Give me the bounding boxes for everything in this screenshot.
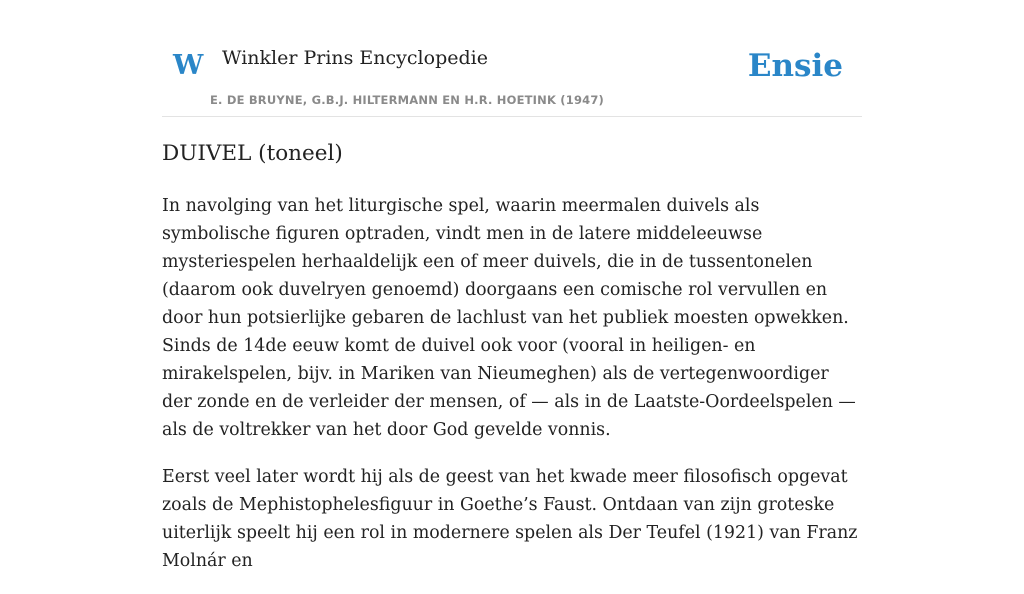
site-header <box>162 0 862 117</box>
article-title: DUIVEL (toneel) <box>162 141 343 166</box>
site-logo[interactable]: W <box>173 50 204 81</box>
site-title[interactable]: Winkler Prins Encyclopedie <box>222 47 488 69</box>
article-paragraph: Eerst veel later wordt hij als de geest van het kwade meer filosofisch opgevat zoals de Mephistophelesfiguur in Goethe’s Faust. Ontdaan van zijn groteske uiterlijk speelt hij een rol in modernere spelen als Der Teufel (1921) van Franz Molnár en <box>162 467 858 571</box>
article-paragraph: In navolging van het liturgische spel, waarin meermalen duivels als symbolische figuren optraden, vindt men in de latere middeleeuwse mysteriespelen herhaaldelijk een of meer duivels, die in de tussentonelen (daarom ook duvelryen genoemd) doorgaans een comische rol vervullen en door hun potsierlijke gebaren de lachlust van het publiek moesten opwekken. Sinds de 14de eeuw komt de duivel ook voor (vooral in heiligen- en mirakelspelen, bijv. in Mariken van Nieumeghen) als de vertegenwoordiger der zonde en de verleider der mensen, of — als in de Laatste-Oordeelspelen — als de voltrekker van het door God gevelde vonnis. <box>162 196 856 440</box>
article-body <box>162 192 862 594</box>
authors-credit: E. DE BRUYNE, G.B.J. HILTERMANN EN H.R. HOETINK (1947) <box>210 93 605 107</box>
brand-logo[interactable]: Ensie <box>747 48 843 84</box>
